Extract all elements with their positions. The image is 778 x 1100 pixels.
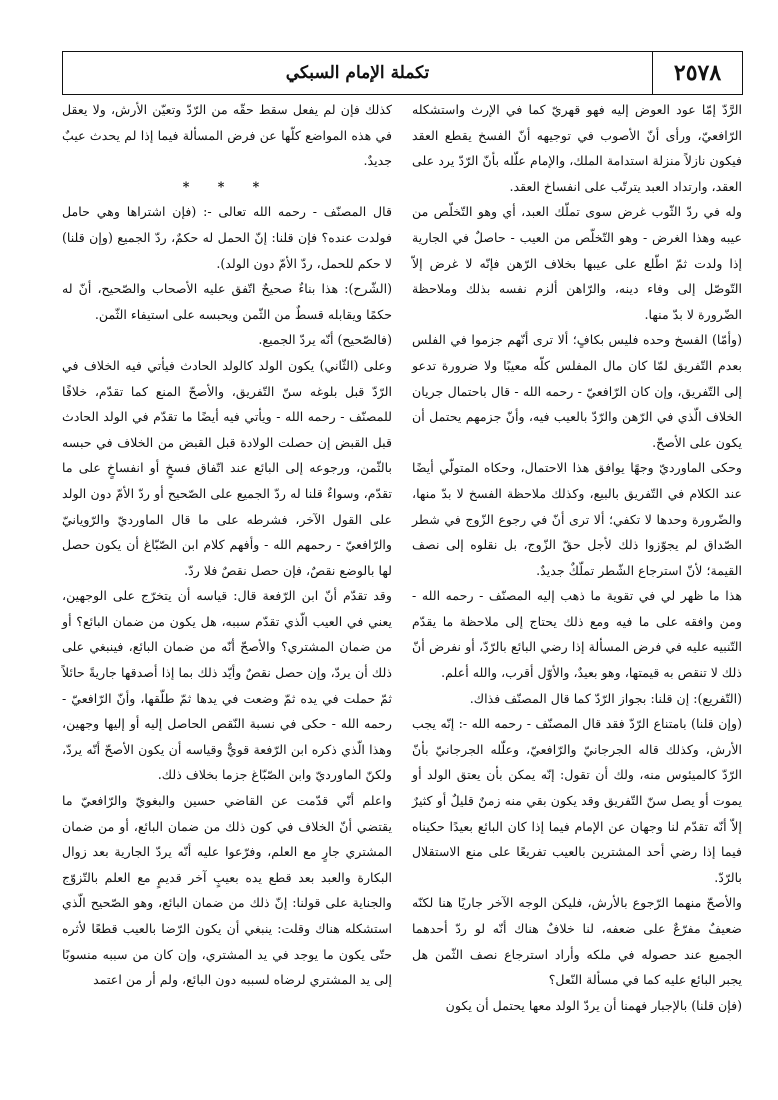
- paragraph: وقد تقدّم أنّ ابن الرّفعة قال: قياسه أن يتخرّج على الوجهين، يعني في العيب الّذي تقدّم سببه، هل يكون من ضمان البائع؟ أو من ضمان المشتري؟ والأصحّ أنّه من ضمان البائع، فينبغي على ذلك أن يردّ، وإن حصل نقصٌ وأيّد ذلك بما إذا أصدقها جاريةً حائلاً ثمّ حملت في يده ثمّ وضعت في يدها ثمّ طلّقها، وأنّ الرّافعيّ - رحمه الله - حكى في نسبة النّقص الحاصل إليه أو إليها وجهين، وهذا الّذي ذكره ابن الرّفعة قويٌّ وقياسه أن يكون الأصحّ أنّه يردّ، ولكنّ الماورديّ وابن الصّبّاغ جزما بخلاف ذلك.: [62, 588, 392, 783]
- page-number: ٢٥٧٨: [652, 52, 742, 94]
- left-column: [62, 97, 392, 993]
- paragraph: (الشّرح): هذا بناءٌ صحيحٌ اتّفق عليه الأصحاب والصّحيح، أنّ له حكمًا ويقابله قسطٌ من الثّمن ويحبسه على استيفاء الثّمن.: [62, 281, 392, 322]
- paragraph: الرَّدّ إمّا عود العوض إليه فهو قهريّ كما في الإرث واستشكله الرّافعيّ، ورأى أنّ الأصوب في توجيهه أنّ الفسخ يقطع العقد فيكون نازلاً منزلة استدامة الملك، والإمام علّله بأنّ الرّدّ يرد على العقد، وارتداد العبد يترتّب على انفساخ العقد.: [412, 102, 742, 194]
- paragraph: وعلى (الثّاني) يكون الولد كالولد الحادث فيأتي فيه الخلاف في الرّدّ قبل بلوغه سنّ التّفريق، والأصحّ المنع كما تقدّم، خلافًا للمصنّف - رحمه الله - ويأتي فيه أيضًا ما تقدّم في الولد الحادث قبل القبض إن حصلت الولادة قبل القبض من الخلاف في حبسه بالثّمن، ورجوعه إلى البائع عند اتّفاق فسخٍ أو انفساخٍ على ما تقدّم، وسواءٌ قلنا له ردّ الجميع على الصّحيح أو ردّ الأمّ دون الولد على القول الآخر، فشرطه على ما قال الماورديّ والرّويانيّ والرّافعيّ - رحمهم الله - وأفهم كلام ابن الصّبّاغ أن يكون حصل لها بالوضع نقصٌ، فإن حصل نقصٌ فلا ردّ.: [62, 357, 392, 578]
- paragraph: (وأمّا) الفسخ وحده فليس بكافٍ؛ ألا ترى أنّهم جزموا في الفلس بعدم التّفريق لمّا كان مال المفلس كلّه معيبًا ولا ضرورة تدعو إلى التّفريق، وإن كان الرّافعيّ - رحمه الله - قال باحتمال جريان الخلاف الّذي في الرّهن والرّدّ بالعيب فيه، وأنّ جزمهم يحتمل أن يكون على الأصحّ.: [412, 332, 742, 450]
- paragraph: هذا ما ظهر لي في تقوية ما ذهب إليه المصنّف - رحمه الله - ومن وافقه على ما فيه ومع ذلك يحتاج إلى ملاحظة ما يقدّم التّنبيه عليه في فرض المسألة إذا رضي البائع بالرّدّ، أو نفرض أنّ ذلك لا تنقص به قيمتها، وهو بعيدٌ، والأوّل أقرب، والله أعلم.: [412, 588, 742, 681]
- paragraph: كذلك فإن لم يفعل سقط حقّه من الرّدّ وتعيّن الأرش، ولا يعقل في هذه المواضع كلّها عن فرض المسألة فيما إذا لم يحدث عيبٌ جديدٌ.: [62, 102, 392, 169]
- paragraph: وحكى الماورديّ وجهًا يوافق هذا الاحتمال، وحكاه المتولّي أيضًا عند الكلام في التّفريق بالبيع، وكذلك ملاحظة الفسخ لا بدّ منها، والضّرورة وحدها لا تكفي؛ ألا ترى أنّ في رجوع الزّوج في شطر الصّداق لم يجوّزوا ذلك لأجل حقّ الزّوج، بل نقلوه إلى نصف القيمة؛ لأنّ استرجاع الشّطر تملّكٌ جديدٌ.: [412, 460, 742, 578]
- page-header: [62, 51, 743, 95]
- paragraph: (فإن قلنا) بالإجبار فهمنا أن يردّ الولد معها يحتمل أن يكون: [445, 997, 742, 1013]
- paragraph: وله في ردّ الثّوب غرض سوى تملّك العبد، أي وهو التّخلّص من عيبه وهذا الغرض - وهو التّخلّص من العيب - حاصلٌ في الجارية إذا ولدت ثمّ اطّلع على عيبها بخلاف الرّهن فإنّه لا غرض إلاّ التّوصّل إلى وفاء دينه، والرّاهن ألزم نفسه بذلك وملاحظة الضّرورة لا بدّ منها.: [412, 204, 742, 322]
- paragraph: واعلم أنّي قدّمت عن القاضي حسين والبغويّ والرّافعيّ ما يقتضي أنّ الخلاف في كون ذلك من ضمان البائع، أو من ضمان المشتري جارٍ مع العلم، وفرّعوا عليه أنّه يردّ الجارية بعد زوال البكارة والعبد بعد قطع يده بعيبٍ آخر قديمٍ مع العلم بالتّزوّج والجناية على قولنا: إنّ ذلك من ضمان البائع، وهو الصّحيح الّذي استشكله هناك وقلت: ينبغي أن يكون الرّضا بالعيب قطعًا لأثره حتّى يكون ما يوجد في يد المشتري، وإن كان من سببه منسوبًا إلى يد المشتري لرضاه لسببه دون البائع، ولم أر من اعتمد: [62, 793, 392, 988]
- paragraph: قال المصنّف - رحمه الله تعالى -: (فإن اشتراها وهي حامل فولدت عنده؟ فإن قلنا: إنّ الحمل له حكمٌ، ردّ الجميع (وإن قلنا) لا حكم للحمل، ردّ الأمّ دون الولد).: [62, 204, 392, 271]
- paragraph: (التّفريع): إن قلنا: بجواز الرّدّ كما قال المصنّف فذاك.: [469, 690, 742, 706]
- right-column: [412, 97, 742, 1018]
- section-separator: * * *: [182, 178, 272, 194]
- paragraph: والأصحّ منهما الرّجوع بالأرش، فليكن الوجه الآخر جاريًا هنا لكنّه ضعيفٌ مفرّعٌ على ضعفه، لنا خلافٌ هناك أنّه لو ردّ أحدهما الجميع عند حصوله في ملكه وأراد استرجاع نصف الثّمن هل يجبر البائع عليه كما في مسألة النّعل؟: [412, 895, 742, 988]
- paragraph: (فالصّحيح) أنّه يردّ الجميع.: [258, 332, 392, 348]
- running-title: تكملة الإمام السبكي: [285, 63, 430, 83]
- paragraph: (وإن قلنا) بامتناع الرّدّ فقد قال المصنّف - رحمه الله -: إنّه يجب الأرش، وكذلك قاله الجرجانيّ والرّافعيّ، وعلّله الجرجانيّ بأنّ الرّدّ كالميئوس منه، ولك أن تقول: إنّه يمكن بأن يعتق الولد أو يموت أو يصل سنّ التّفريق وقد يكون بقي منه زمنٌ قليلٌ أو كثيرٌ إلاّ أنّه تقدّم لنا وجهان عن الإمام فيما إذا كان البائع بعيدًا حكيناه فيما إذا رضي أحد المشترين بالعيب تفريعًا على منع الاستقلال بالرّدّ.: [412, 716, 742, 885]
